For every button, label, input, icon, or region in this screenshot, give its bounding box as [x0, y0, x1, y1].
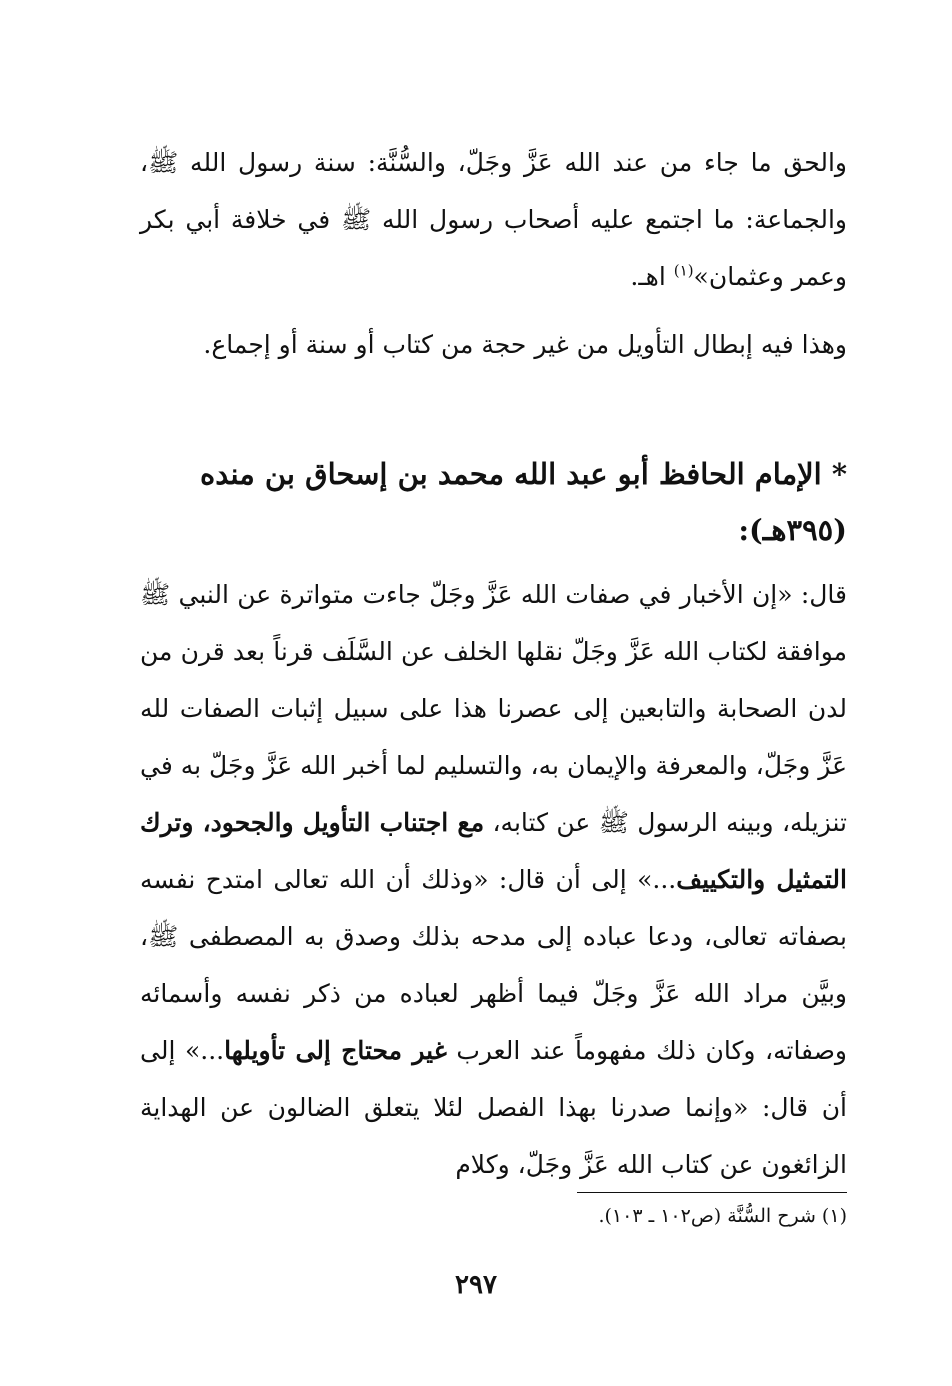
quote-part-2: ...» إلى أن قال: «وذلك أن الله تعالى امتدح نفسه بصفاته تعالى، ودعا عباده إلى مدحه بذلك وصدق به المصطفى ﷺ، وبيَّن مراد الله عَزَّ وجَلّ فيما أظهر لعباده من ذكر نفسه وأسمائه وصفاته، وكان ذلك مفهوماً عند العرب: [140, 865, 848, 1065]
paragraph-1-ending: اهـ.: [630, 262, 674, 291]
quote-part-3: ...» إلى أن قال: «وإنما صدرنا بهذا الفصل لئلا يتعلق الضالون عن الهداية الزائغون عن كتاب الله عَزَّ وجَلّ، وكلام: [140, 1036, 847, 1179]
footnote: (١) شرح السُّنَّة (ص١٠٢ ـ ١٠٣).: [598, 1205, 847, 1227]
paragraph-ibn-mandah-quote: [140, 566, 847, 1193]
paragraph-commentary: وهذا فيه إبطال التأويل من غير حجة من كتاب أو سنة أو إجماع.: [203, 330, 847, 359]
quote-part-1: قال: «إن الأخبار في صفات الله عَزَّ وجَلّ جاءت متواترة عن النبي ﷺ موافقة لكتاب الله عَزَّ وجَلّ نقلها الخلف عن السَّلَف قرناً بعد قرن من لدن الصحابة والتابعين إلى عصرنا هذا على سبيل إثبات الصفات لله عَزَّ وجَلّ، والمعرفة والإيمان به، والتسليم لما أخبر الله عَزَّ وجَلّ به في تنزيله، وبينه الرسول ﷺ عن كتابه،: [140, 580, 847, 837]
bold-phrase-1: مع اجتناب التأويل والجحود، وترك التمثيل والتكييف: [140, 808, 847, 894]
section-heading: * الإمام الحافظ أبو عبد الله محمد بن إسحاق بن منده (٣٩٥هـ):: [200, 457, 847, 547]
bold-phrase-2: غير محتاج إلى تأويلها: [224, 1036, 447, 1065]
footnote-reference[interactable]: (١): [673, 261, 694, 280]
paragraph-1-text: والحق ما جاء من عند الله عَزَّ وجَلّ، والسُّنَّة: سنة رسول الله ﷺ، والجماعة: ما اجتمع عليه أصحاب رسول الله ﷺ في خلافة أبي بكر وعمر وعثمان»: [140, 148, 847, 291]
paragraph-quote-ending: [140, 134, 847, 305]
footnote-separator: [577, 1192, 847, 1193]
page-number: ٢٩٧: [455, 1270, 497, 1300]
